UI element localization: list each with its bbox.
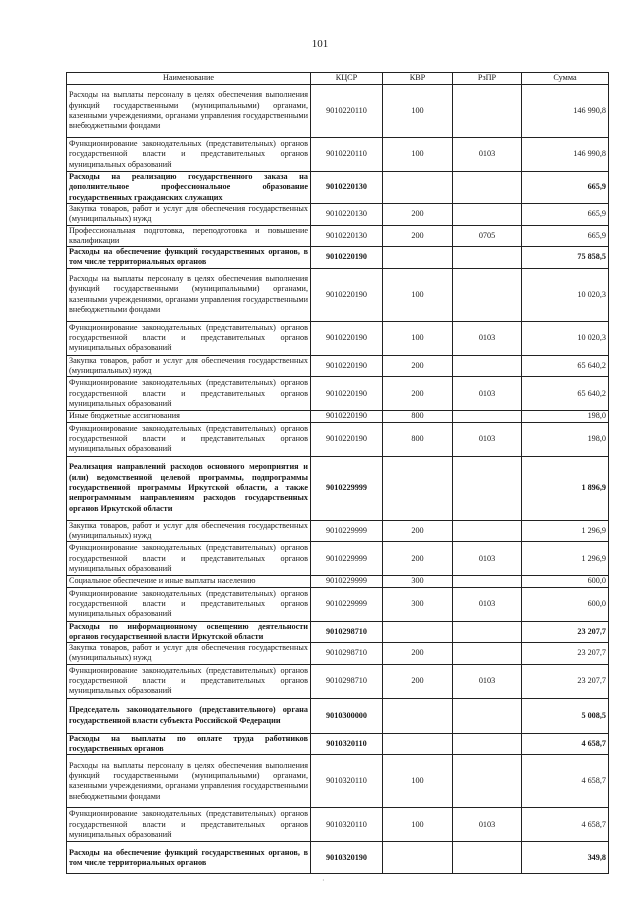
cell-sum: 10 020,3 bbox=[522, 321, 609, 355]
table-row bbox=[67, 377, 609, 411]
cell-rzpr: 0103 bbox=[453, 808, 522, 842]
table-row bbox=[67, 576, 609, 587]
cell-name: Закупка товаров, работ и услуг для обеспечения государственных (муниципальных) нужд bbox=[67, 520, 311, 542]
table-row bbox=[67, 643, 609, 665]
cell-rzpr bbox=[453, 755, 522, 808]
cell-rzpr: 0103 bbox=[453, 542, 522, 576]
cell-sum: 4 658,7 bbox=[522, 808, 609, 842]
cell-rzpr bbox=[453, 411, 522, 422]
column-header-rzpr: РзПР bbox=[453, 73, 522, 85]
cell-name: Расходы на реализацию государственного заказа на дополнительное профессиональное образование государственных гражданских служащих bbox=[67, 172, 311, 204]
cell-kvr bbox=[383, 842, 453, 874]
cell-kvr: 200 bbox=[383, 377, 453, 411]
cell-sum: 4 658,7 bbox=[522, 733, 609, 755]
cell-rzpr bbox=[453, 355, 522, 377]
cell-kvr: 800 bbox=[383, 411, 453, 422]
cell-name: Расходы на обеспечение функций государственных органов, в том числе территориальных органов bbox=[67, 247, 311, 269]
cell-sum: 23 207,7 bbox=[522, 664, 609, 698]
cell-rzpr bbox=[453, 85, 522, 138]
cell-name: Расходы на обеспечение функций государственных органов, в том числе территориальных органов bbox=[67, 842, 311, 874]
cell-kvr: 100 bbox=[383, 808, 453, 842]
cell-kvr: 200 bbox=[383, 225, 453, 247]
column-header-name: Наименование bbox=[67, 73, 311, 85]
cell-kcsr: 9010220190 bbox=[311, 247, 383, 269]
cell-rzpr bbox=[453, 698, 522, 733]
cell-kcsr: 9010298710 bbox=[311, 664, 383, 698]
cell-kvr: 100 bbox=[383, 138, 453, 172]
cell-sum: 1 296,9 bbox=[522, 542, 609, 576]
cell-kvr bbox=[383, 247, 453, 269]
cell-kvr: 100 bbox=[383, 755, 453, 808]
cell-name: Профессиональная подготовка, переподготовка и повышение квалификации bbox=[67, 225, 311, 247]
table-row bbox=[67, 247, 609, 269]
table-row bbox=[67, 225, 609, 247]
table-row bbox=[67, 542, 609, 576]
cell-sum: 10 020,3 bbox=[522, 268, 609, 321]
cell-rzpr: 0103 bbox=[453, 321, 522, 355]
cell-sum: 75 858,5 bbox=[522, 247, 609, 269]
cell-kvr: 300 bbox=[383, 576, 453, 587]
table-row bbox=[67, 733, 609, 755]
cell-kcsr: 9010220190 bbox=[311, 377, 383, 411]
scan-mark: · bbox=[322, 876, 325, 885]
cell-rzpr bbox=[453, 247, 522, 269]
table-row bbox=[67, 355, 609, 377]
cell-sum: 23 207,7 bbox=[522, 643, 609, 665]
cell-kcsr: 9010229999 bbox=[311, 456, 383, 520]
table-row bbox=[67, 138, 609, 172]
cell-kcsr: 9010229999 bbox=[311, 542, 383, 576]
cell-rzpr bbox=[453, 172, 522, 204]
cell-sum: 600,0 bbox=[522, 587, 609, 621]
cell-name: Реализация направлений расходов основного мероприятия и (или) ведомственной целевой программы, подпрограммы государственной программы Иркутской области, а также непрограммным направлениям расходов государственных органов Иркутской области bbox=[67, 456, 311, 520]
table-row bbox=[67, 664, 609, 698]
cell-name: Председатель законодательного (представительного) органа государственной власти субъекта Российской Федерации bbox=[67, 698, 311, 733]
table-row bbox=[67, 268, 609, 321]
cell-sum: 65 640,2 bbox=[522, 377, 609, 411]
cell-sum: 198,0 bbox=[522, 411, 609, 422]
page-number: 101 bbox=[311, 38, 329, 50]
cell-rzpr: 0103 bbox=[453, 138, 522, 172]
cell-kcsr: 9010220130 bbox=[311, 172, 383, 204]
cell-sum: 146 990,8 bbox=[522, 85, 609, 138]
table-row bbox=[67, 411, 609, 422]
cell-kvr: 200 bbox=[383, 664, 453, 698]
budget-table bbox=[66, 72, 609, 874]
cell-sum: 600,0 bbox=[522, 576, 609, 587]
cell-rzpr: 0103 bbox=[453, 422, 522, 456]
cell-rzpr: 0103 bbox=[453, 587, 522, 621]
cell-kcsr: 9010229999 bbox=[311, 520, 383, 542]
cell-rzpr bbox=[453, 204, 522, 226]
cell-rzpr bbox=[453, 733, 522, 755]
cell-sum: 1 296,9 bbox=[522, 520, 609, 542]
cell-name: Социальное обеспечение и иные выплаты населению bbox=[67, 576, 311, 587]
cell-kvr bbox=[383, 698, 453, 733]
cell-kcsr: 9010220110 bbox=[311, 138, 383, 172]
cell-kcsr: 9010298710 bbox=[311, 621, 383, 643]
cell-sum: 65 640,2 bbox=[522, 355, 609, 377]
cell-kcsr: 9010229999 bbox=[311, 576, 383, 587]
cell-name: Функционирование законодательных (представительных) органов государственной власти и представительных органов муниципальных образований bbox=[67, 422, 311, 456]
column-header-kvr: КВР bbox=[383, 73, 453, 85]
table-row bbox=[67, 321, 609, 355]
cell-name: Расходы по информационному освещению деятельности органов государственной власти Иркутской области bbox=[67, 621, 311, 643]
cell-name: Закупка товаров, работ и услуг для обеспечения государственных (муниципальных) нужд bbox=[67, 355, 311, 377]
cell-kvr: 300 bbox=[383, 587, 453, 621]
cell-kvr bbox=[383, 456, 453, 520]
table-row bbox=[67, 85, 609, 138]
cell-kvr bbox=[383, 733, 453, 755]
cell-kvr: 100 bbox=[383, 85, 453, 138]
cell-name: Функционирование законодательных (представительных) органов государственной власти и представительных органов муниципальных образований bbox=[67, 542, 311, 576]
cell-name: Функционирование законодательных (представительных) органов государственной власти и представительных органов муниципальных образований bbox=[67, 377, 311, 411]
cell-kvr bbox=[383, 172, 453, 204]
cell-sum: 5 008,5 bbox=[522, 698, 609, 733]
cell-sum: 665,9 bbox=[522, 204, 609, 226]
cell-sum: 198,0 bbox=[522, 422, 609, 456]
cell-name: Функционирование законодательных (представительных) органов государственной власти и представительных органов муниципальных образований bbox=[67, 587, 311, 621]
cell-name: Закупка товаров, работ и услуг для обеспечения государственных (муниципальных) нужд bbox=[67, 643, 311, 665]
table-row bbox=[67, 456, 609, 520]
cell-kcsr: 9010298710 bbox=[311, 643, 383, 665]
cell-name: Функционирование законодательных (представительных) органов государственной власти и представительных органов муниципальных образований bbox=[67, 138, 311, 172]
cell-kcsr: 9010220190 bbox=[311, 422, 383, 456]
cell-kvr: 200 bbox=[383, 204, 453, 226]
cell-kvr: 800 bbox=[383, 422, 453, 456]
table-header-row bbox=[67, 73, 609, 85]
cell-rzpr bbox=[453, 621, 522, 643]
cell-kcsr: 9010220190 bbox=[311, 321, 383, 355]
cell-kcsr: 9010220190 bbox=[311, 411, 383, 422]
cell-kvr: 200 bbox=[383, 542, 453, 576]
cell-rzpr: 0103 bbox=[453, 377, 522, 411]
cell-name: Функционирование законодательных (представительных) органов государственной власти и представительных органов муниципальных образований bbox=[67, 664, 311, 698]
cell-kcsr: 9010320190 bbox=[311, 842, 383, 874]
cell-name: Расходы на выплаты персоналу в целях обеспечения выполнения функций государственными (муниципальными) органами, казенными учреждениями, органами управления государственными внебюджетными фондами bbox=[67, 268, 311, 321]
column-header-sum: Сумма bbox=[522, 73, 609, 85]
table-row bbox=[67, 422, 609, 456]
cell-kcsr: 9010229999 bbox=[311, 587, 383, 621]
column-header-kcsr: КЦСР bbox=[311, 73, 383, 85]
cell-rzpr bbox=[453, 268, 522, 321]
table-row bbox=[67, 587, 609, 621]
cell-name: Расходы на выплаты персоналу в целях обеспечения выполнения функций государственными (муниципальными) органами, казенными учреждениями, органами управления государственными внебюджетными фондами bbox=[67, 755, 311, 808]
cell-name: Закупка товаров, работ и услуг для обеспечения государственных (муниципальных) нужд bbox=[67, 204, 311, 226]
cell-kcsr: 9010220190 bbox=[311, 268, 383, 321]
cell-kcsr: 9010220130 bbox=[311, 225, 383, 247]
cell-kcsr: 9010220130 bbox=[311, 204, 383, 226]
table-row bbox=[67, 755, 609, 808]
cell-rzpr bbox=[453, 842, 522, 874]
cell-sum: 146 990,8 bbox=[522, 138, 609, 172]
cell-rzpr bbox=[453, 520, 522, 542]
cell-sum: 4 658,7 bbox=[522, 755, 609, 808]
table-body bbox=[67, 85, 609, 874]
cell-rzpr: 0103 bbox=[453, 664, 522, 698]
cell-name: Иные бюджетные ассигнования bbox=[67, 411, 311, 422]
cell-sum: 23 207,7 bbox=[522, 621, 609, 643]
cell-rzpr bbox=[453, 643, 522, 665]
cell-kcsr: 9010300000 bbox=[311, 698, 383, 733]
cell-sum: 665,9 bbox=[522, 172, 609, 204]
cell-kvr bbox=[383, 621, 453, 643]
cell-kcsr: 9010220110 bbox=[311, 85, 383, 138]
cell-kcsr: 9010220190 bbox=[311, 355, 383, 377]
cell-kvr: 200 bbox=[383, 355, 453, 377]
cell-sum: 1 896,9 bbox=[522, 456, 609, 520]
table-row bbox=[67, 698, 609, 733]
cell-kvr: 100 bbox=[383, 321, 453, 355]
cell-kcsr: 9010320110 bbox=[311, 733, 383, 755]
table-row bbox=[67, 520, 609, 542]
cell-kvr: 200 bbox=[383, 520, 453, 542]
cell-rzpr bbox=[453, 456, 522, 520]
table-row bbox=[67, 172, 609, 204]
table-row bbox=[67, 621, 609, 643]
table-row bbox=[67, 842, 609, 874]
cell-name: Расходы на выплаты персоналу в целях обеспечения выполнения функций государственными (муниципальными) органами, казенными учреждениями, органами управления государственными внебюджетными фондами bbox=[67, 85, 311, 138]
cell-name: Расходы на выплаты по оплате труда работников государственных органов bbox=[67, 733, 311, 755]
cell-kcsr: 9010320110 bbox=[311, 755, 383, 808]
cell-sum: 665,9 bbox=[522, 225, 609, 247]
table-row bbox=[67, 204, 609, 226]
cell-rzpr bbox=[453, 576, 522, 587]
cell-kvr: 100 bbox=[383, 268, 453, 321]
cell-kvr: 200 bbox=[383, 643, 453, 665]
cell-rzpr: 0705 bbox=[453, 225, 522, 247]
cell-name: Функционирование законодательных (представительных) органов государственной власти и представительных органов муниципальных образований bbox=[67, 321, 311, 355]
cell-name: Функционирование законодательных (представительных) органов государственной власти и представительных органов муниципальных образований bbox=[67, 808, 311, 842]
cell-kcsr: 9010320110 bbox=[311, 808, 383, 842]
cell-sum: 349,8 bbox=[522, 842, 609, 874]
table-row bbox=[67, 808, 609, 842]
